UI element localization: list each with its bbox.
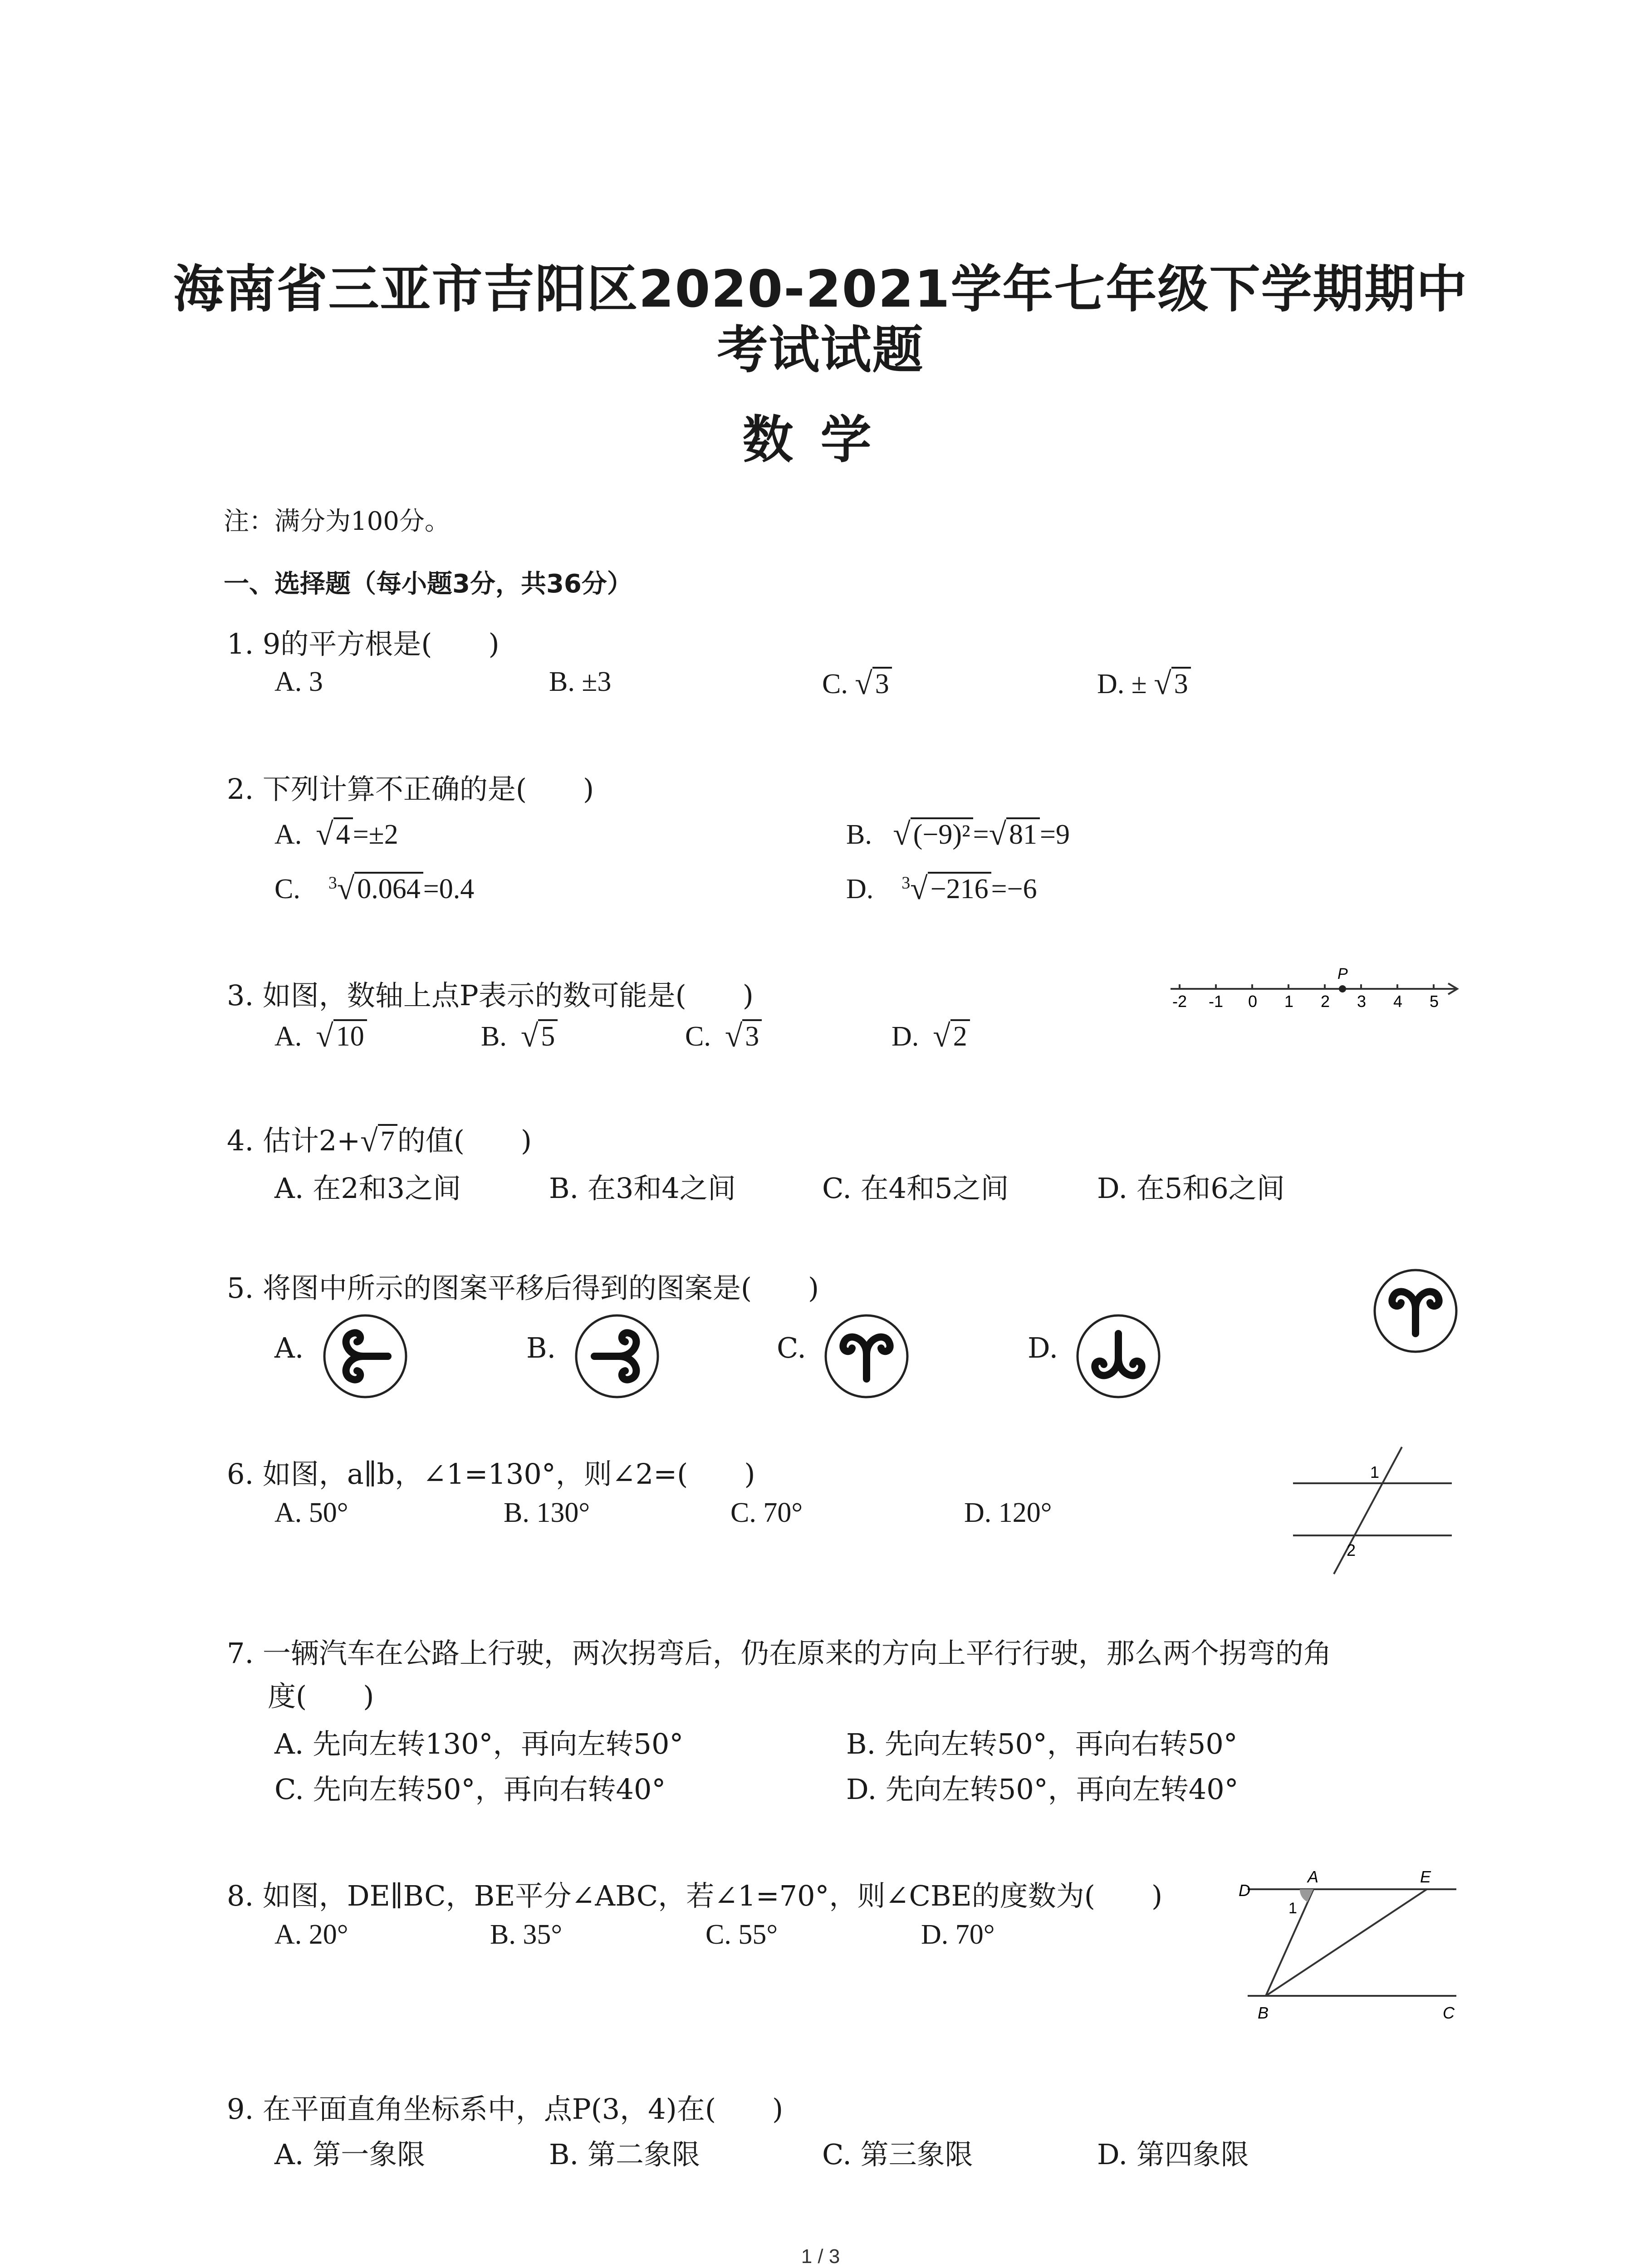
q3-option-c: [685, 1018, 762, 1055]
result: =±2: [353, 819, 398, 850]
radical-sign: √: [855, 666, 872, 701]
radicand: (−9)²: [911, 817, 973, 850]
q8-option-d: D. 70°: [921, 1919, 995, 1950]
number-line-tick-label: 4: [1393, 992, 1403, 1011]
question-6-stem: 6. 如图，a∥b，∠1=130°，则∠2=( ): [227, 1457, 755, 1491]
radicand: 3: [872, 667, 892, 699]
number-line-figure: [1166, 962, 1465, 1012]
exam-title-line2: 考试试题: [717, 321, 924, 380]
q5-option-c-figure: [821, 1311, 912, 1402]
q2-option-b: [846, 816, 1070, 853]
point-a-label: A: [1308, 1867, 1319, 1886]
stem-post: 的值( ): [397, 1124, 532, 1157]
q4-option-d: D. 在5和6之间: [1097, 1172, 1285, 1205]
q5-option-b-figure: [572, 1311, 662, 1402]
question-9-stem: 9. 在平面直角坐标系中，点P(3，4)在( ): [227, 2092, 784, 2126]
q5-option-a-figure: [320, 1311, 411, 1402]
number-line-tick-label: 1: [1284, 992, 1294, 1011]
question-3-stem: 3. 如图，数轴上点P表示的数可能是( ): [227, 979, 754, 1012]
parallel-lines-bisector-figure: [1225, 1860, 1465, 2023]
question-1-stem: 1. 9的平方根是( ): [227, 627, 500, 660]
radicand: 0.064: [354, 872, 423, 904]
q7-option-b: B. 先向左转50°，再向右转50°: [846, 1727, 1238, 1760]
q3-option-b: [481, 1018, 558, 1055]
radicand: 3: [1171, 667, 1191, 699]
q1-option-c: [822, 666, 892, 702]
q6-option-d: D. 120°: [964, 1497, 1052, 1528]
q3-option-a: [274, 1018, 367, 1055]
subject-heading: 数学: [742, 411, 899, 469]
section-heading: 一、选择题（每小题3分，共36分）: [224, 569, 632, 599]
radical-sign: √: [893, 817, 911, 852]
radicand: 5: [538, 1019, 558, 1052]
point-p: [1339, 985, 1346, 992]
option-label: C.: [274, 874, 300, 904]
question-7-stem-line1: 7. 一辆汽车在公路上行驶，两次拐弯后，仍在原来的方向上平行行驶，那么两个拐弯的角: [227, 1637, 1332, 1670]
radicand: 2: [950, 1019, 970, 1052]
question-7-stem-line2: 度( ): [268, 1680, 374, 1713]
q4-option-a: A. 在2和3之间: [274, 1172, 461, 1205]
stem-pre: 4. 估计2+: [227, 1124, 361, 1157]
q9-option-a: A. 第一象限: [274, 2138, 426, 2171]
q5-option-d-label: D.: [1028, 1331, 1058, 1364]
option-label: D.: [846, 874, 874, 904]
q2-option-a: [274, 816, 398, 853]
number-line-tick-label: -2: [1172, 992, 1187, 1011]
q1-option-d: [1097, 666, 1191, 702]
point-e-label: E: [1420, 1867, 1431, 1886]
radical-sign: √: [360, 1124, 378, 1158]
radicand: 10: [333, 1019, 367, 1052]
q9-option-d: D. 第四象限: [1097, 2138, 1249, 2171]
ram-symbol-icon: [843, 1337, 890, 1379]
point-b-label: B: [1258, 2004, 1269, 2022]
radical-sign: √: [725, 1019, 743, 1054]
option-label: D. ±: [1097, 669, 1147, 699]
angle-2-label: 2: [1347, 1541, 1356, 1559]
option-label: A.: [274, 819, 302, 850]
q4-option-c: C. 在4和5之间: [822, 1172, 1009, 1205]
ram-symbol-icon: [1392, 1292, 1439, 1334]
q7-option-c: C. 先向左转50°，再向右转40°: [274, 1773, 666, 1806]
angle-1-label: 1: [1288, 1900, 1297, 1917]
question-4-stem: [227, 1118, 532, 1159]
radical-sign: √: [989, 817, 1007, 852]
page-number: 1 / 3: [801, 2245, 840, 2268]
q1-option-a: A. 3: [274, 666, 323, 697]
q9-option-c: C. 第三象限: [822, 2138, 973, 2171]
question-5-stem: 5. 将图中所示的图案平移后得到的图案是( ): [227, 1271, 819, 1305]
q2-option-c: [274, 871, 474, 907]
radicand: 4: [333, 817, 353, 850]
point-d-label: D: [1239, 1881, 1250, 1900]
option-label: B.: [846, 819, 872, 850]
score-note: 注：满分为100分。: [224, 507, 450, 536]
number-line-tick-label: -1: [1209, 992, 1224, 1011]
question-8-stem: 8. 如图，DE∥BC，BE平分∠ABC，若∠1=70°，则∠CBE的度数为( ): [227, 1879, 1163, 1912]
root-index: 3: [328, 873, 337, 893]
point-c-label: C: [1443, 2004, 1455, 2022]
q6-option-c: C. 70°: [730, 1497, 803, 1528]
q5-option-b-label: B.: [526, 1331, 556, 1364]
question-2-stem: 2. 下列计算不正确的是( ): [227, 772, 594, 806]
radical-sign: √: [1154, 666, 1171, 701]
result: =0.4: [423, 874, 475, 904]
radicand: 7: [378, 1124, 397, 1157]
radical-sign: √: [933, 1019, 950, 1054]
ram-symbol-rotated-left-icon: [346, 1333, 388, 1379]
radical-sign: √: [337, 871, 355, 906]
number-line-tick-label: 0: [1248, 992, 1258, 1011]
point-p-label: P: [1337, 965, 1348, 982]
q8-option-a: A. 20°: [274, 1919, 348, 1950]
number-line-tick-label: 5: [1430, 992, 1439, 1011]
q2-option-d: [846, 871, 1037, 907]
option-label: C.: [822, 669, 848, 699]
parallel-lines-figure: [1284, 1438, 1465, 1583]
q8-option-c: C. 55°: [705, 1919, 778, 1950]
number-line-tick-label: 2: [1321, 992, 1330, 1011]
q9-option-b: B. 第二象限: [549, 2138, 700, 2171]
reference-pattern-figure: [1370, 1266, 1461, 1356]
q1-option-b: B. ±3: [549, 666, 612, 697]
result: =−6: [991, 874, 1037, 904]
number-line-tick-label: 3: [1357, 992, 1367, 1011]
option-label: C.: [685, 1021, 711, 1052]
ram-symbol-rotated-right-icon: [594, 1333, 636, 1379]
radical-sign: √: [316, 817, 333, 852]
radical-sign: √: [520, 1019, 539, 1054]
q5-option-c-label: C.: [777, 1331, 806, 1364]
q8-option-b: B. 35°: [490, 1919, 563, 1950]
q6-option-a: A. 50°: [274, 1497, 348, 1528]
radical-sign: √: [910, 871, 928, 906]
option-label: A.: [274, 1021, 302, 1052]
radicand: 3: [742, 1019, 762, 1052]
q4-option-b: B. 在3和4之间: [549, 1172, 736, 1205]
radical-sign: √: [316, 1019, 333, 1054]
angle-1-label: 1: [1370, 1463, 1380, 1481]
q3-option-d: [892, 1018, 970, 1055]
equals: =: [973, 819, 989, 850]
ram-symbol-flipped-icon: [1095, 1334, 1141, 1375]
option-label: D.: [892, 1021, 919, 1052]
q5-option-a-label: A.: [274, 1331, 304, 1364]
radicand: −216: [928, 872, 991, 904]
transversal: [1334, 1447, 1402, 1574]
result: =9: [1040, 819, 1070, 850]
radicand: 81: [1006, 817, 1040, 850]
q7-option-d: D. 先向左转50°，再向左转40°: [846, 1773, 1239, 1806]
exam-title-line1: 海南省三亚市吉阳区2020-2021学年七年级下学期期中: [173, 260, 1468, 319]
q7-option-a: A. 先向左转130°，再向左转50°: [274, 1727, 684, 1760]
q5-option-d-figure: [1073, 1311, 1164, 1402]
q6-option-b: B. 130°: [504, 1497, 590, 1528]
option-label: B.: [481, 1021, 507, 1052]
root-index: 3: [901, 873, 911, 893]
